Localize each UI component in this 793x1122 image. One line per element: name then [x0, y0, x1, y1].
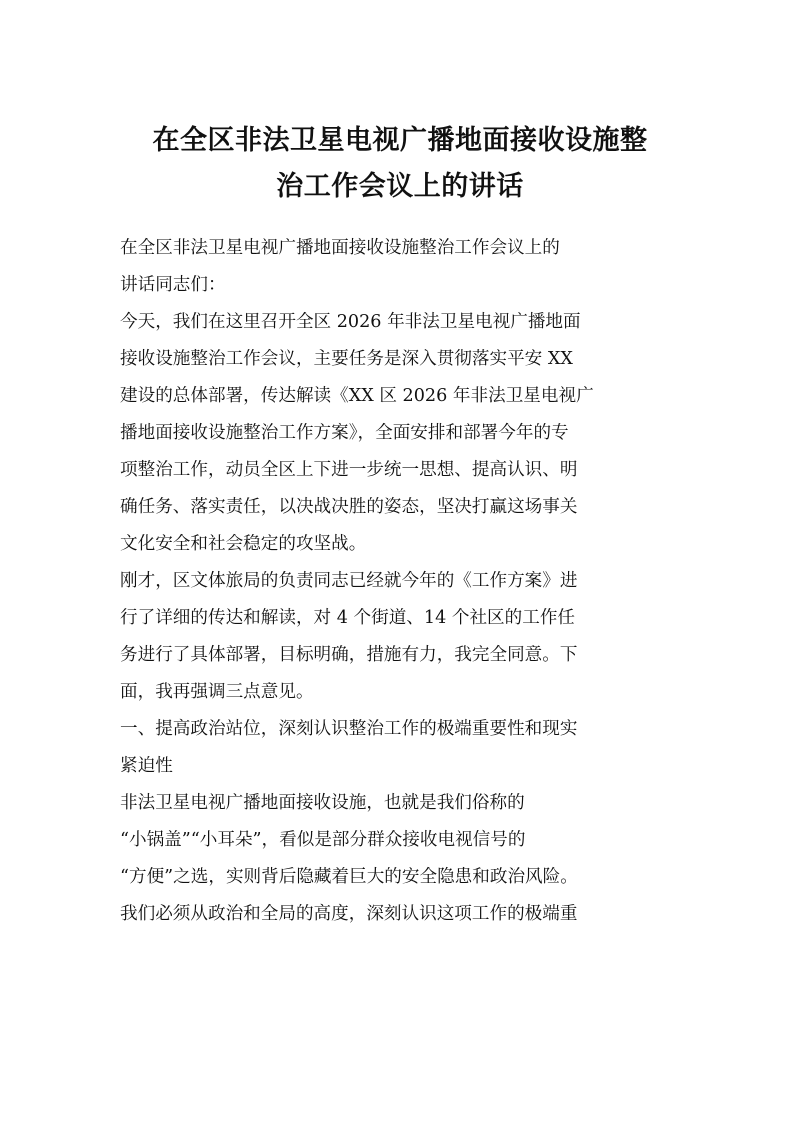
text-line: 项整治工作，动员全区上下进一步统一思想、提高认识、明 [120, 460, 578, 480]
text-line: 一、提高政治站位，深刻认识整治工作的极端重要性和现实 [120, 719, 578, 739]
text-line: 在全区非法卫星电视广播地面接收设施整治工作会议上的 [120, 238, 560, 258]
title-line-1: 在全区非法卫星电视广播地面接收设施整 [152, 125, 648, 156]
text-line: 确任务、落实责任，以决战决胜的姿态，坚决打赢这场事关 [120, 497, 578, 517]
text-line: 非法卫星电视广播地面接收设施，也就是我们俗称的 [120, 793, 525, 813]
document-page [120, 118, 680, 933]
text-line: “小锅盖”“小耳朵”，看似是部分群众接收电视信号的 [120, 830, 526, 850]
text-line: 刚才，区文体旅局的负责同志已经就今年的《工作方案》进 [120, 571, 578, 591]
text-line: 行了详细的传达和解读，对 4 个街道、14 个社区的工作任 [120, 608, 576, 628]
text-line: 建设的总体部署，传达解读《XX 区 2026 年非法卫星电视广 [120, 386, 594, 406]
text-line: 紧迫性 [120, 756, 173, 776]
text-line: 播地面接收设施整治工作方案》，全面安排和部署今年的专 [120, 423, 569, 443]
text-line: 接收设施整治工作会议，主要任务是深入贯彻落实平安 XX [120, 349, 573, 369]
text-line: 面，我再强调三点意见。 [120, 682, 314, 702]
paragraph-greeting [120, 230, 680, 304]
title-line-2: 治工作会议上的讲话 [276, 171, 524, 202]
document-body [120, 230, 680, 933]
text-line: 务进行了具体部署，目标明确，措施有力，我完全同意。下 [120, 645, 578, 665]
paragraph-review [120, 563, 680, 711]
text-line: 讲话同志们： [120, 275, 226, 295]
paragraph-section-1 [120, 785, 680, 933]
text-line: “方便”之选，实则背后隐藏着巨大的安全隐患和政治风险。 [120, 867, 578, 887]
text-line: 今天，我们在这里召开全区 2026 年非法卫星电视广播地面 [120, 312, 581, 332]
section-heading-1 [120, 711, 680, 785]
paragraph-intro [120, 304, 680, 563]
text-line: 我们必须从政治和全局的高度，深刻认识这项工作的极端重 [120, 904, 578, 924]
document-title [120, 118, 680, 210]
text-line: 文化安全和社会稳定的攻坚战。 [120, 534, 367, 554]
